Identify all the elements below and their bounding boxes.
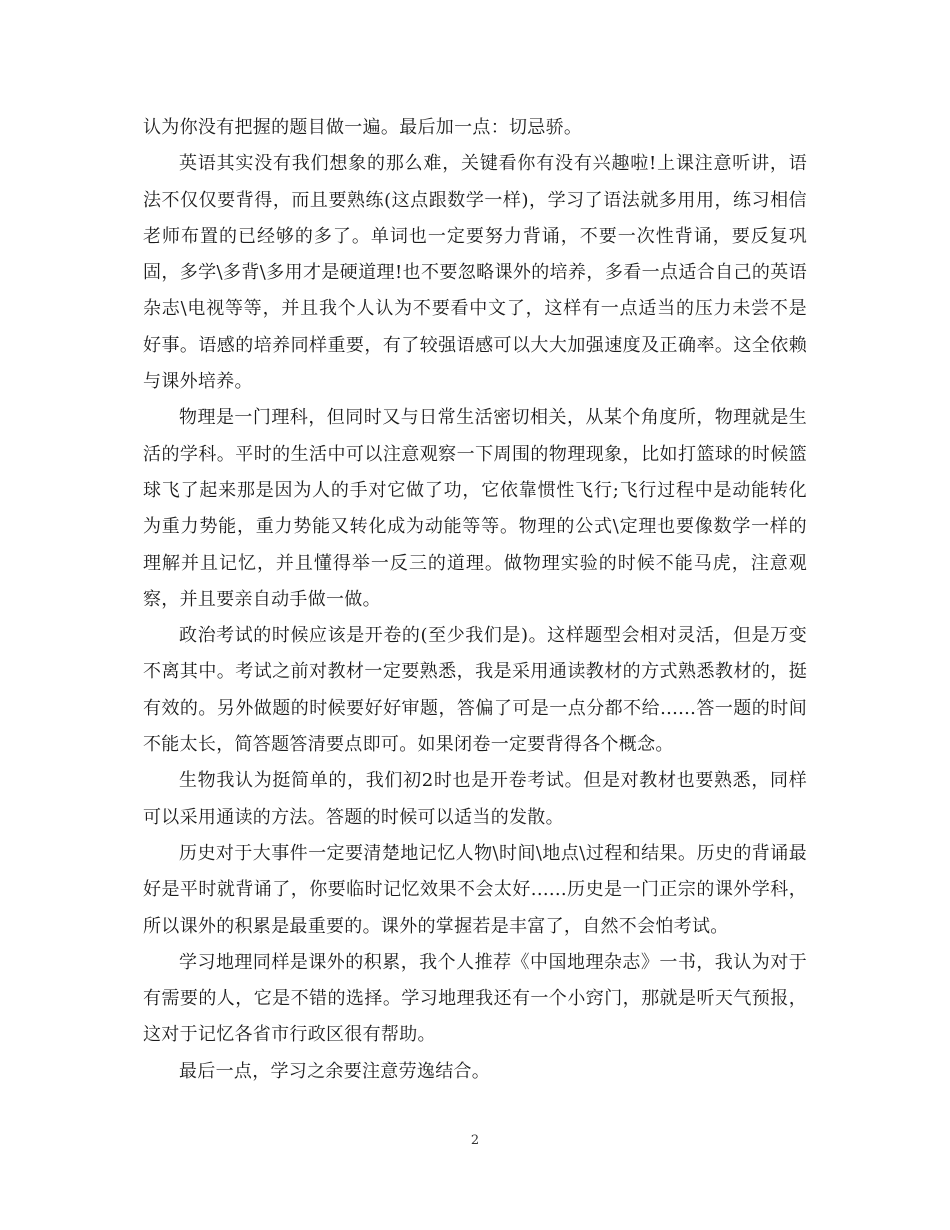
document-body <box>143 110 807 1090</box>
page-number: 2 <box>470 1133 480 1148</box>
paragraph-closing: 最后一点，学习之余要注意劳逸结合。 <box>179 1060 491 1082</box>
paragraph-history: 历史对于大事件一定要清楚地记忆人物\时间\地点\过程和结果。历史的背诵最好是平时就背诵了，你要临时记忆效果不会太好......历史是一门正宗的课外学科，所以课外的积累是最重要的。课外的掌握若是丰富了，自然不会怕考试。 <box>143 842 807 937</box>
paragraph-geography: 学习地理同样是课外的积累，我个人推荐《中国地理杂志》一书，我认为对于有需要的人，它是不错的选择。学习地理我还有一个小窍门，那就是听天气预报，这对于记忆各省市行政区很有帮助。 <box>143 951 807 1046</box>
paragraph-english: 英语其实没有我们想象的那么难，关键看你有没有兴趣啦!上课注意听讲，语法不仅仅要背得，而且要熟练(这点跟数学一样)，学习了语法就多用用，练习相信老师布置的已经够的多了。单词也一定要努力背诵，不要一次性背诵，要反复巩固，多学\多背\多用才是硬道理!也不要忽略课外的培养，多看一点适合自己的英语杂志\电视等等，并且我个人认为不要看中文了，这样有一点适当的压力未尝不是好事。语感的培养同样重要，有了较强语感可以大大加强速度及正确率。这全依赖与课外培养。 <box>143 153 807 393</box>
paragraph-continuation: 认为你没有把握的题目做一遍。最后加一点：切忌骄。 <box>143 117 583 138</box>
paragraph-politics: 政治考试的时候应该是开卷的(至少我们是)。这样题型会相对灵活，但是万变不离其中。考试之前对教材一定要熟悉，我是采用通读教材的方式熟悉教材的，挺有效的。另外做题的时候要好好审题，答偏了可是一点分都不给......答一题的时间不能太长，简答题答清要点即可。如果闭卷一定要背得各个概念。 <box>143 625 807 756</box>
paragraph-biology: 生物我认为挺简单的，我们初2时也是开卷考试。但是对教材也要熟悉，同样可以采用通读的方法。答题的时候可以适当的发散。 <box>143 770 807 828</box>
paragraph-physics: 物理是一门理科，但同时又与日常生活密切相关，从某个角度所，物理就是生活的学科。平时的生活中可以注意观察一下周围的物理现象，比如打篮球的时候篮球飞了起来那是因为人的手对它做了功，它依靠惯性飞行;飞行过程中是动能转化为重力势能，重力势能又转化成为动能等等。物理的公式\定理也要像数学一样的理解并且记忆，并且懂得举一反三的道理。做物理实验的时候不能马虎，注意观察，并且要亲自动手做一做。 <box>143 407 807 610</box>
